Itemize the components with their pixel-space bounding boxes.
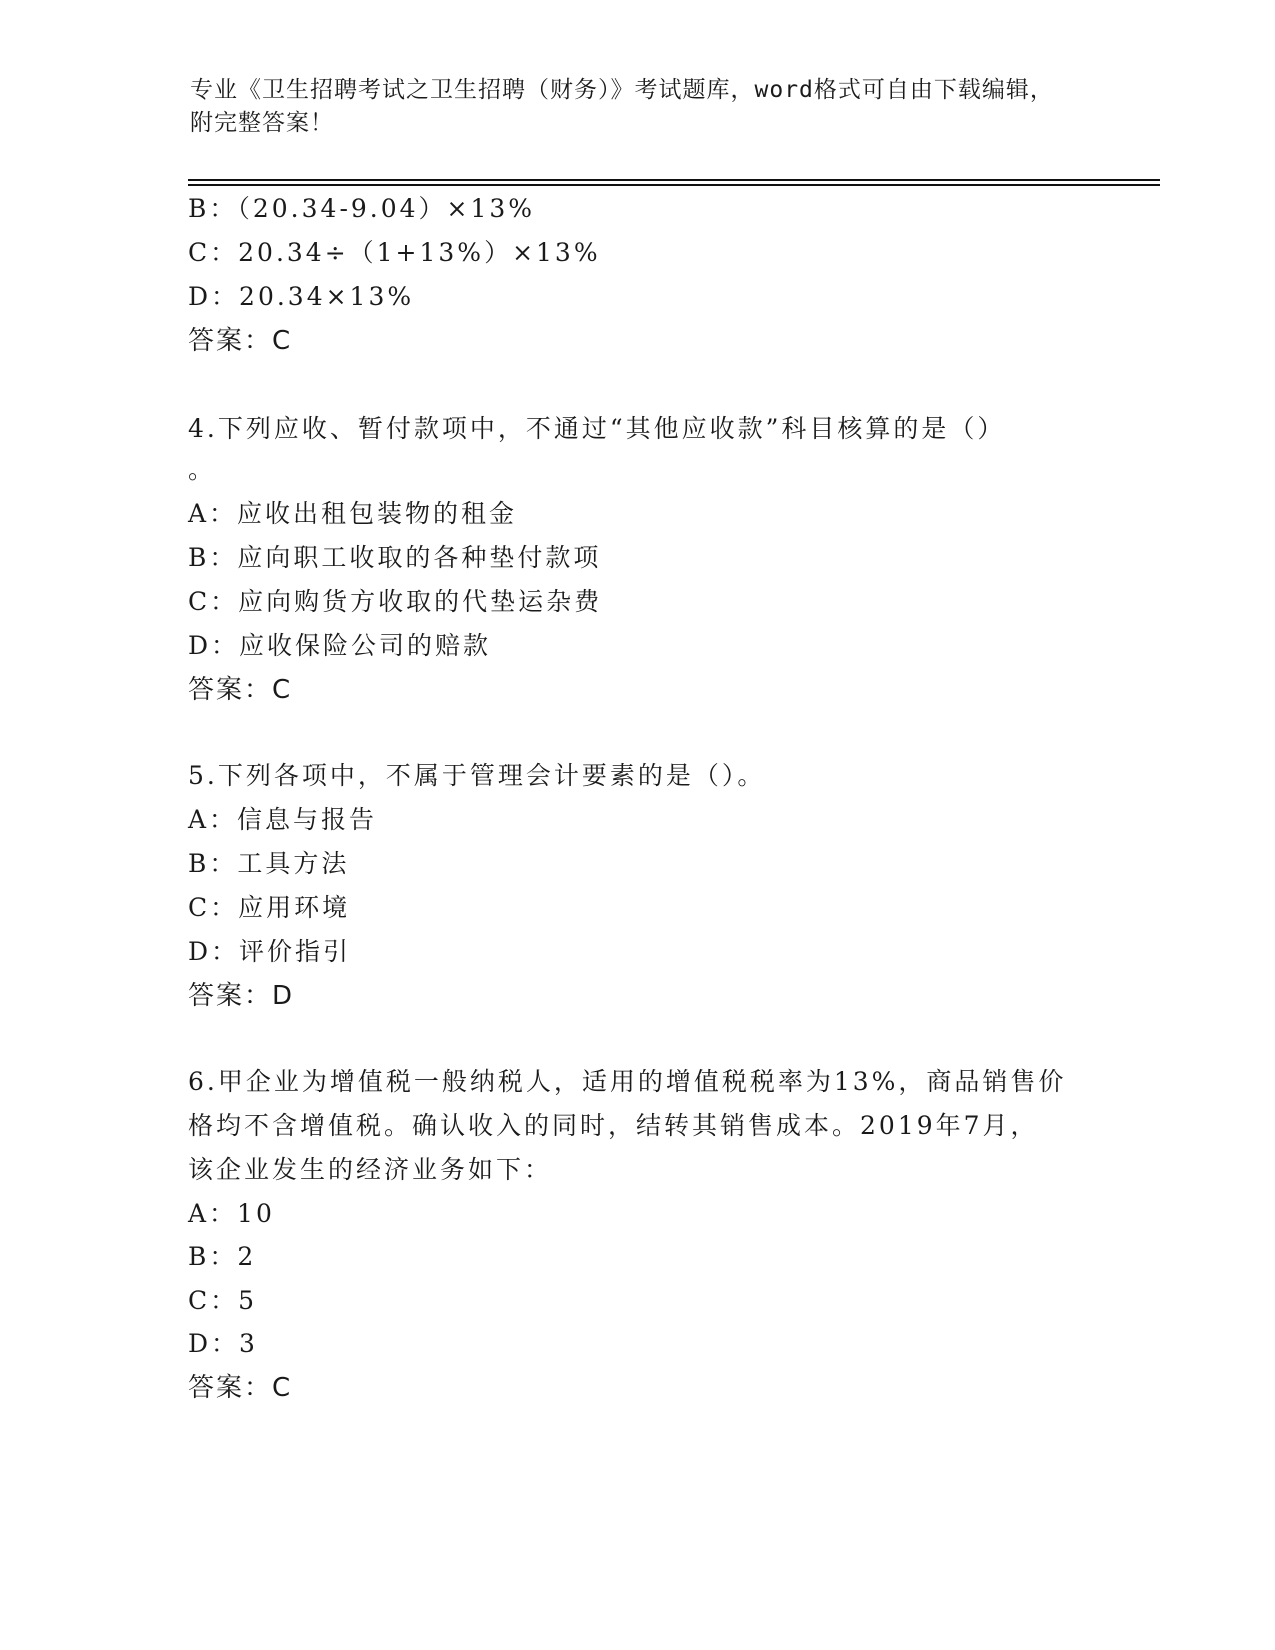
q3-option-d: D：20.34×13% <box>188 282 415 311</box>
q6-stem-line-3: 该企业发生的经济业务如下： <box>188 1155 553 1184</box>
q4-answer: 答案：C <box>188 675 293 705</box>
q6-option-a: A：10 <box>188 1199 275 1228</box>
q3-option-b: B：（20.34-9.04）×13% <box>188 194 536 223</box>
q6-stem-line-1: 6.甲企业为增值税一般纳税人，适用的增值税税率为13%，商品销售价 <box>188 1067 1067 1096</box>
q6-answer: 答案：C <box>188 1373 293 1403</box>
q4-option-a: A：应收出租包装物的租金 <box>188 499 518 528</box>
q4-stem-line-1: 4.下列应收、暂付款项中，不通过“其他应收款”科目核算的是（） <box>188 414 1006 443</box>
q3-option-c: C：20.34÷（1+13%）×13% <box>188 238 601 267</box>
q4-option-b: B：应向职工收取的各种垫付款项 <box>188 543 602 572</box>
header-divider-bottom <box>188 184 1160 186</box>
q5-option-d: D：评价指引 <box>188 937 352 966</box>
q3-answer: 答案：C <box>188 326 293 356</box>
header-divider-top <box>188 179 1160 181</box>
q6-option-c: C：5 <box>188 1286 258 1315</box>
q5-option-c: C：应用环境 <box>188 893 351 922</box>
q6-option-d: D：3 <box>188 1329 258 1358</box>
q4-stem-line-2: 。 <box>188 455 217 484</box>
q5-answer: 答案：D <box>188 981 295 1011</box>
q6-option-b: B：2 <box>188 1242 257 1271</box>
q5-stem-line-1: 5.下列各项中，不属于管理会计要素的是（）。 <box>188 761 766 790</box>
q5-option-a: A：信息与报告 <box>188 805 378 834</box>
q4-option-d: D：应收保险公司的赔款 <box>188 631 492 660</box>
q5-option-b: B：工具方法 <box>188 849 350 878</box>
document-header: 专业《卫生招聘考试之卫生招聘（财务）》考试题库，word格式可自由下载编辑，附完整答案！ <box>190 77 1054 136</box>
q4-option-c: C：应向购货方收取的代垫运杂费 <box>188 587 603 616</box>
q6-stem-line-2: 格均不含增值税。确认收入的同时，结转其销售成本。2019年7月， <box>188 1111 1039 1140</box>
